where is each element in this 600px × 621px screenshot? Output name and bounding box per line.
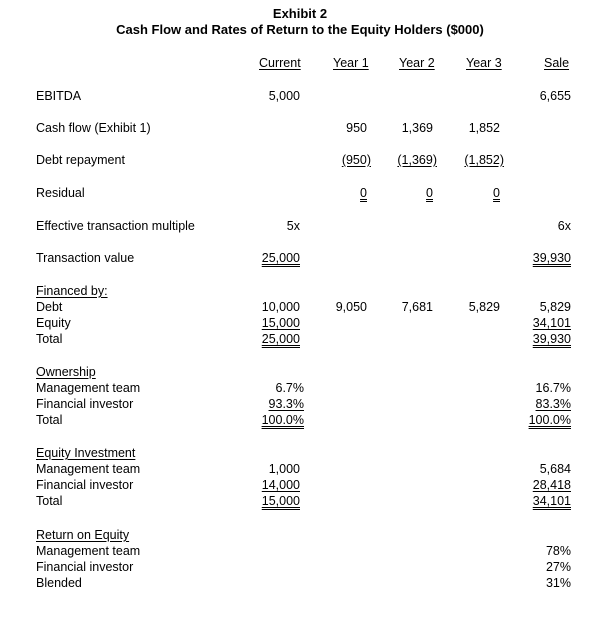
roe-management-sale: 78% <box>545 544 571 558</box>
equity-management-current: 1,000 <box>268 462 300 476</box>
financed-debt-current: 10,000 <box>261 300 300 314</box>
ownership-investor-label: Financial investor <box>36 397 134 411</box>
equity-investor-label: Financial investor <box>36 478 134 492</box>
financed-total-sale: 39,930 <box>532 332 571 346</box>
cash-flow-year1: 950 <box>346 121 367 135</box>
ownership-total-label: Total <box>36 413 63 427</box>
ownership-management-label: Management team <box>36 381 141 395</box>
column-header-year1: Year 1 <box>333 56 369 70</box>
multiple-sale: 6x <box>557 219 571 233</box>
ebitda-label: EBITDA <box>36 89 82 103</box>
ownership-investor-current: 93.3% <box>268 397 304 411</box>
roe-management-label: Management team <box>36 544 141 558</box>
debt-repayment-year3: (1,852) <box>464 153 504 167</box>
ownership-total-sale: 100.0% <box>528 413 571 427</box>
ownership-management-current: 6.7% <box>275 381 304 395</box>
cash-flow-year2: 1,369 <box>401 121 433 135</box>
roe-blended-sale: 31% <box>545 576 571 590</box>
roe-investor-sale: 27% <box>545 560 571 574</box>
financed-debt-year2: 7,681 <box>401 300 433 314</box>
roe-investor-label: Financial investor <box>36 560 134 574</box>
residual-year3: 0 <box>493 186 500 200</box>
ownership-investor-sale: 83.3% <box>535 397 571 411</box>
financed-debt-year3: 5,829 <box>468 300 500 314</box>
column-header-year3: Year 3 <box>466 56 502 70</box>
equity-management-label: Management team <box>36 462 141 476</box>
financed-total-current: 25,000 <box>261 332 300 346</box>
cash-flow-label: Cash flow (Exhibit 1) <box>36 121 151 135</box>
equity-total-label: Total <box>36 494 63 508</box>
equity-total-current: 15,000 <box>261 494 300 508</box>
debt-repayment-label: Debt repayment <box>36 153 125 167</box>
financed-debt-label: Debt <box>36 300 63 314</box>
debt-repayment-year1: (950) <box>341 153 371 167</box>
financed-equity-label: Equity <box>36 316 71 330</box>
equity-investment-heading: Equity Investment <box>36 446 136 460</box>
equity-total-sale: 34,101 <box>532 494 571 508</box>
transaction-value-sale: 39,930 <box>532 251 571 265</box>
transaction-value-label: Transaction value <box>36 251 135 265</box>
financed-total-label: Total <box>36 332 63 346</box>
residual-year1: 0 <box>360 186 367 200</box>
column-header-sale: Sale <box>544 56 570 70</box>
exhibit-title: Cash Flow and Rates of Return to the Equity Holders ($000) <box>116 22 484 37</box>
ownership-total-current: 100.0% <box>261 413 304 427</box>
multiple-label: Effective transaction multiple <box>36 219 195 233</box>
exhibit-label: Exhibit 2 <box>272 6 328 21</box>
financed-by-heading: Financed by: <box>36 284 108 298</box>
ownership-heading: Ownership <box>36 365 96 379</box>
column-header-current: Current <box>259 56 301 70</box>
financed-equity-sale: 34,101 <box>532 316 571 330</box>
equity-management-sale: 5,684 <box>539 462 571 476</box>
multiple-current: 5x <box>286 219 300 233</box>
equity-investor-current: 14,000 <box>261 478 300 492</box>
ownership-management-sale: 16.7% <box>535 381 571 395</box>
financed-equity-current: 15,000 <box>261 316 300 330</box>
column-header-year2: Year 2 <box>399 56 435 70</box>
ebitda-sale: 6,655 <box>539 89 571 103</box>
equity-investor-sale: 28,418 <box>532 478 571 492</box>
residual-label: Residual <box>36 186 85 200</box>
residual-year2: 0 <box>426 186 433 200</box>
cash-flow-year3: 1,852 <box>468 121 500 135</box>
transaction-value-current: 25,000 <box>261 251 300 265</box>
debt-repayment-year2: (1,369) <box>397 153 437 167</box>
financed-debt-year1: 9,050 <box>335 300 367 314</box>
roe-blended-label: Blended <box>36 576 82 590</box>
financed-debt-sale: 5,829 <box>539 300 571 314</box>
ebitda-current: 5,000 <box>268 89 300 103</box>
return-on-equity-heading: Return on Equity <box>36 528 130 542</box>
